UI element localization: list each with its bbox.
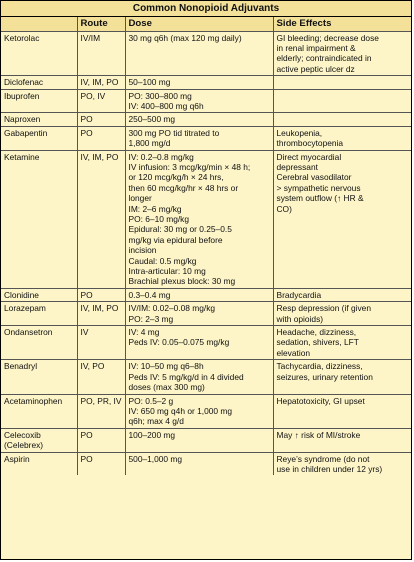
drug-cell xyxy=(1,126,77,150)
dose-cell xyxy=(125,428,273,452)
drug-cell-line: Diclofenac xyxy=(4,77,44,88)
dose-cell-line: IV: 400–800 mg q6h xyxy=(128,100,204,111)
route-cell-line: PO xyxy=(80,127,93,138)
drug-cell xyxy=(1,150,77,288)
route-cell xyxy=(77,31,125,76)
dose-cell-line: then 60 mcg/kg/hr × 48 hrs or xyxy=(128,182,239,193)
dose-cell xyxy=(125,360,273,394)
dose-cell-line: IV: 650 mg q4h or 1,000 mg xyxy=(128,405,233,416)
dose-cell-line: PO: 0.5–2 g xyxy=(128,395,174,406)
drug-cell xyxy=(1,302,77,326)
route-cell-line: IV, PO xyxy=(80,361,105,372)
route-cell-line: IV xyxy=(80,327,89,338)
drug-cell xyxy=(1,326,77,360)
side-effects-cell xyxy=(273,360,411,394)
side-effects-cell-line: Resp depression (if given xyxy=(276,303,372,314)
drug-cell xyxy=(1,76,77,89)
route-cell xyxy=(77,113,125,126)
side-effects-cell-line: elderly; contraindicated in xyxy=(276,53,372,64)
table-body xyxy=(1,31,411,475)
side-effects-cell-line: thrombocytopenia xyxy=(276,138,344,149)
side-effects-cell-line: May ↑ risk of MI/stroke xyxy=(276,429,361,440)
dose-cell-line: 30 mg q6h (max 120 mg daily) xyxy=(128,32,242,43)
route-cell xyxy=(77,428,125,452)
dose-cell xyxy=(125,150,273,288)
route-cell xyxy=(77,76,125,89)
drug-cell-line: Naproxen xyxy=(4,114,41,125)
dose-cell-line: PO: 2–3 mg xyxy=(128,313,174,324)
drug-cell-line: Celecoxib xyxy=(4,429,41,440)
dose-cell-line: Caudal: 0.5 mg/kg xyxy=(128,255,197,266)
side-effects-cell-line: Bradycardia xyxy=(276,289,322,300)
dose-cell xyxy=(125,288,273,301)
dose-cell xyxy=(125,394,273,428)
side-effects-cell xyxy=(273,394,411,428)
side-effects-cell xyxy=(273,31,411,76)
drug-cell-line: Ibuprofen xyxy=(4,90,40,101)
side-effects-cell-line: Leukopenia, xyxy=(276,127,323,138)
dose-cell-line: IV infusion: 3 mcg/kg/min × 48 h; xyxy=(128,161,251,172)
side-effects-cell xyxy=(273,452,411,475)
table-row xyxy=(1,394,411,428)
table-title: Common Nonopioid Adjuvants xyxy=(1,1,411,17)
side-effects-cell xyxy=(273,150,411,288)
dose-cell-line: incision xyxy=(128,245,157,256)
dose-cell-line: 500–1,000 mg xyxy=(128,453,183,464)
side-effects-cell-line: use in children under 12 yrs) xyxy=(276,463,383,474)
header-row xyxy=(1,17,411,31)
side-effects-cell-line: in renal impairment & xyxy=(276,42,356,53)
dose-cell-line: IV: 10–50 mg q6–8h xyxy=(128,361,204,372)
table-row xyxy=(1,150,411,288)
side-effects-cell-line: active peptic ulcer dz xyxy=(276,63,355,74)
drug-cell-line: Benadryl xyxy=(4,361,38,372)
route-cell xyxy=(77,360,125,394)
table-row xyxy=(1,302,411,326)
side-effects-cell-line: Hepatotoxicity, GI upset xyxy=(276,395,365,406)
side-effects-cell-line: with opioids) xyxy=(276,313,324,324)
table-row xyxy=(1,360,411,394)
drug-cell-line: Clonidine xyxy=(4,289,39,300)
table-row xyxy=(1,89,411,113)
dose-cell xyxy=(125,452,273,475)
dose-cell-line: 250–500 mg xyxy=(128,114,176,125)
dose-cell xyxy=(125,302,273,326)
drug-cell xyxy=(1,428,77,452)
dose-cell-line: Peds IV: 0.05–0.075 mg/kg xyxy=(128,337,230,348)
route-cell-line: IV/IM xyxy=(80,32,101,43)
drug-cell-line: Ondansetron xyxy=(4,327,53,338)
dose-cell-line: 0.3–0.4 mg xyxy=(128,289,171,300)
route-cell xyxy=(77,394,125,428)
dose-cell xyxy=(125,113,273,126)
route-cell xyxy=(77,288,125,301)
dose-cell-line: doses (max 300 mg) xyxy=(128,382,205,393)
dose-cell-line: IV/IM: 0.02–0.08 mg/kg xyxy=(128,303,216,314)
drug-cell xyxy=(1,360,77,394)
table-row xyxy=(1,326,411,360)
side-effects-cell-line: Direct myocardial xyxy=(276,151,342,162)
dose-cell-line: mg/kg via epidural before xyxy=(128,234,223,245)
table-row xyxy=(1,126,411,150)
side-effects-cell-line: elevation xyxy=(276,347,311,358)
drug-cell-line: Lorazepam xyxy=(4,303,46,314)
side-effects-cell xyxy=(273,126,411,150)
table-row xyxy=(1,452,411,475)
drug-cell xyxy=(1,394,77,428)
dose-cell-line: 100–200 mg xyxy=(128,429,176,440)
dose-cell-line: or 120 mcg/kg/h × 24 hrs, xyxy=(128,172,224,183)
table-row xyxy=(1,113,411,126)
dose-cell-line: Epidural: 30 mg or 0.25–0.5 xyxy=(128,224,232,235)
route-cell-line: PO xyxy=(80,289,93,300)
side-effects-cell-line: CO) xyxy=(276,203,292,214)
dose-cell xyxy=(125,76,273,89)
dose-cell-line: longer xyxy=(128,193,152,204)
drug-cell xyxy=(1,31,77,76)
dose-cell-line: 50–100 mg xyxy=(128,77,171,88)
dose-cell-line: PO: 300–800 mg xyxy=(128,90,192,101)
dose-cell-line: Intra-articular: 10 mg xyxy=(128,266,206,277)
route-cell xyxy=(77,452,125,475)
table-row xyxy=(1,428,411,452)
drug-cell-line: Ketorolac xyxy=(4,32,40,43)
route-cell-line: PO, IV xyxy=(80,90,106,101)
route-cell xyxy=(77,126,125,150)
dose-cell xyxy=(125,126,273,150)
route-cell-line: PO xyxy=(80,453,93,464)
side-effects-cell-line: > sympathetic nervous xyxy=(276,182,361,193)
route-cell-line: IV, IM, PO xyxy=(80,77,119,88)
drug-cell xyxy=(1,113,77,126)
side-effects-cell-line: Reye’s syndrome (do not xyxy=(276,453,370,464)
side-effects-cell-line: depressant xyxy=(276,161,318,172)
dose-cell xyxy=(125,326,273,360)
dose-cell-line: PO: 6–10 mg/kg xyxy=(128,214,190,224)
route-cell xyxy=(77,89,125,113)
side-effects-cell-line: seizures, urinary retention xyxy=(276,371,373,382)
route-cell xyxy=(77,302,125,326)
header-dose: Dose xyxy=(125,17,273,31)
dose-cell-line: IV: 0.2–0.8 mg/kg xyxy=(128,151,194,162)
header-drug xyxy=(1,17,77,31)
drug-cell-line: Acetaminophen xyxy=(4,395,63,406)
header-side-effects: Side Effects xyxy=(273,17,411,31)
side-effects-cell xyxy=(273,113,411,126)
route-cell-line: IV, IM, PO xyxy=(80,303,119,314)
table-row xyxy=(1,288,411,301)
drug-cell-line: Aspirin xyxy=(4,453,30,464)
side-effects-cell-line: sedation, shivers, LFT xyxy=(276,337,359,348)
dose-cell-line: Peds IV: 5 mg/kg/d in 4 divided xyxy=(128,371,244,382)
adjuvants-table xyxy=(1,17,411,475)
drug-cell-line: (Celebrex) xyxy=(4,440,44,451)
side-effects-cell xyxy=(273,89,411,113)
table-row xyxy=(1,76,411,89)
side-effects-cell xyxy=(273,76,411,89)
drug-cell-line: Ketamine xyxy=(4,151,40,162)
drug-cell xyxy=(1,288,77,301)
side-effects-cell xyxy=(273,288,411,301)
route-cell-line: IV, IM, PO xyxy=(80,151,119,162)
route-cell xyxy=(77,150,125,288)
header-route: Route xyxy=(77,17,125,31)
side-effects-cell-line: Headache, dizziness, xyxy=(276,327,357,338)
drug-cell-line: Gabapentin xyxy=(4,127,48,138)
side-effects-cell xyxy=(273,428,411,452)
side-effects-cell-line: Cerebral vasodilator xyxy=(276,172,352,183)
dose-cell-line: 1,800 mg/d xyxy=(128,138,171,149)
route-cell-line: PO, PR, IV xyxy=(80,395,122,406)
drug-cell xyxy=(1,452,77,475)
route-cell xyxy=(77,326,125,360)
side-effects-cell xyxy=(273,302,411,326)
dose-cell-line: 300 mg PO tid titrated to xyxy=(128,127,220,138)
drug-cell xyxy=(1,89,77,113)
side-effects-cell-line: GI bleeding; decrease dose xyxy=(276,32,379,43)
route-cell-line: PO xyxy=(80,429,93,440)
dose-cell-line: q6h; max 4 g/d xyxy=(128,416,184,427)
dose-cell-line: IV: 4 mg xyxy=(128,327,160,338)
side-effects-cell-line: system outflow (↑ HR & xyxy=(276,193,364,204)
dose-cell-line: IM: 2–6 mg/kg xyxy=(128,203,182,214)
side-effects-cell-line: Tachycardia, dizziness, xyxy=(276,361,363,372)
dose-cell xyxy=(125,89,273,113)
table-row xyxy=(1,31,411,76)
route-cell-line: PO xyxy=(80,114,93,125)
side-effects-cell xyxy=(273,326,411,360)
dose-cell-line: Brachial plexus block: 30 mg xyxy=(128,276,236,287)
dose-cell xyxy=(125,31,273,76)
